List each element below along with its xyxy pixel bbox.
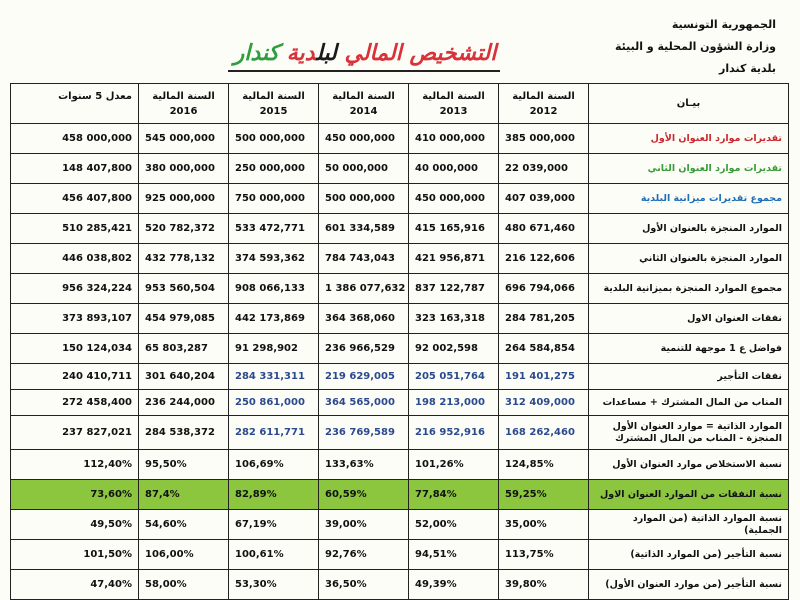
table-row: [11, 480, 789, 510]
value-cell: 106,69%: [229, 450, 319, 480]
row-label: نسبة التأجير (من موارد العنوان الأول): [589, 570, 789, 600]
average-cell: 456 407,800: [11, 184, 139, 214]
value-cell: 925 000,000: [139, 184, 229, 214]
row-label: فواضل ع 1 موجهة للتنمية: [589, 334, 789, 364]
average-cell: 148 407,800: [11, 154, 139, 184]
financial-table: [10, 83, 789, 600]
year-prefix: السنة المالية: [332, 90, 395, 102]
value-cell: 480 671,460: [499, 214, 589, 244]
value-cell: 39,80%: [499, 570, 589, 600]
value-cell: 696 794,066: [499, 274, 589, 304]
value-cell: 35,00%: [499, 510, 589, 540]
row-label: تقديرات موارد العنوان الأول: [589, 124, 789, 154]
average-cell: 237 827,021: [11, 416, 139, 450]
value-cell: 301 640,204: [139, 364, 229, 390]
row-label: نسبة التأجير (من الموارد الذاتية): [589, 540, 789, 570]
row-label: الموارد المنجزة بالعنوان الأول: [589, 214, 789, 244]
title-part-1: التشخيص المالي: [344, 40, 497, 66]
value-cell: 87,4%: [139, 480, 229, 510]
value-cell: 415 165,916: [409, 214, 499, 244]
value-cell: 421 956,871: [409, 244, 499, 274]
value-cell: 101,26%: [409, 450, 499, 480]
value-cell: 58,00%: [139, 570, 229, 600]
value-cell: 364 368,060: [319, 304, 409, 334]
year-prefix: السنة المالية: [422, 90, 485, 102]
value-cell: 133,63%: [319, 450, 409, 480]
value-cell: 323 163,318: [409, 304, 499, 334]
value-cell: 380 000,000: [139, 154, 229, 184]
value-cell: 106,00%: [139, 540, 229, 570]
value-cell: 1 386 077,632: [319, 274, 409, 304]
table-row: [11, 570, 789, 600]
row-label: نسبة الموارد الذاتية (من الموارد الجملية): [589, 510, 789, 540]
header-year-2015: [229, 84, 319, 124]
value-cell: 91 298,902: [229, 334, 319, 364]
value-cell: 520 782,372: [139, 214, 229, 244]
value-cell: 67,19%: [229, 510, 319, 540]
table-row: [11, 184, 789, 214]
value-cell: 59,25%: [499, 480, 589, 510]
table-row: [11, 304, 789, 334]
value-cell: 250 861,000: [229, 390, 319, 416]
year-value: 2012: [529, 105, 558, 117]
page-title: [225, 40, 505, 66]
value-cell: 39,00%: [319, 510, 409, 540]
table-row: [11, 274, 789, 304]
average-cell: 47,40%: [11, 570, 139, 600]
average-cell: 458 000,000: [11, 124, 139, 154]
value-cell: 50 000,000: [319, 154, 409, 184]
value-cell: 601 334,589: [319, 214, 409, 244]
value-cell: 374 593,362: [229, 244, 319, 274]
value-cell: 236 769,589: [319, 416, 409, 450]
country-name: الجمهورية التونسية: [671, 18, 776, 31]
average-cell: 373 893,107: [11, 304, 139, 334]
organization-header: [615, 14, 776, 80]
year-prefix: السنة المالية: [242, 90, 305, 102]
value-cell: 837 122,787: [409, 274, 499, 304]
value-cell: 385 000,000: [499, 124, 589, 154]
row-label: نسبة الاستخلاص موارد العنوان الأول: [589, 450, 789, 480]
average-cell: 150 124,034: [11, 334, 139, 364]
value-cell: 545 000,000: [139, 124, 229, 154]
value-cell: 908 066,133: [229, 274, 319, 304]
year-value: 2014: [349, 105, 378, 117]
value-cell: 198 213,000: [409, 390, 499, 416]
value-cell: 65 803,287: [139, 334, 229, 364]
row-label: الموارد الذاتية = موارد العنوان الأول المنجزة - المناب من المال المشترك: [589, 416, 789, 450]
value-cell: 168 262,460: [499, 416, 589, 450]
title-part-3: دية: [286, 40, 317, 66]
value-cell: 500 000,000: [229, 124, 319, 154]
value-cell: 284 781,205: [499, 304, 589, 334]
value-cell: 191 401,275: [499, 364, 589, 390]
table-header-row: [11, 84, 789, 124]
header-year-2016: [139, 84, 229, 124]
value-cell: 77,84%: [409, 480, 499, 510]
average-cell: 272 458,400: [11, 390, 139, 416]
value-cell: 236 244,000: [139, 390, 229, 416]
row-label: نسبة النفقات من الموارد العنوان الاول: [589, 480, 789, 510]
value-cell: 533 472,771: [229, 214, 319, 244]
value-cell: 53,30%: [229, 570, 319, 600]
average-cell: 49,50%: [11, 510, 139, 540]
table-row: [11, 334, 789, 364]
row-label: نفقات التأجير: [589, 364, 789, 390]
value-cell: 94,51%: [409, 540, 499, 570]
table-row: [11, 510, 789, 540]
value-cell: 264 584,854: [499, 334, 589, 364]
value-cell: 216 952,916: [409, 416, 499, 450]
year-value: 2013: [439, 105, 468, 117]
table-row: [11, 124, 789, 154]
value-cell: 454 979,085: [139, 304, 229, 334]
municipality-name: بلدية كندار: [719, 62, 776, 75]
value-cell: 60,59%: [319, 480, 409, 510]
table-row: [11, 364, 789, 390]
row-label: تقديرات موارد العنوان الثاني: [589, 154, 789, 184]
average-cell: 956 324,224: [11, 274, 139, 304]
row-label: المناب من المال المشترك + مساعدات: [589, 390, 789, 416]
value-cell: 500 000,000: [319, 184, 409, 214]
value-cell: 49,39%: [409, 570, 499, 600]
header-label-cell: بيـان: [589, 84, 789, 124]
value-cell: 750 000,000: [229, 184, 319, 214]
value-cell: 442 173,869: [229, 304, 319, 334]
header-year-2013: [409, 84, 499, 124]
value-cell: 410 000,000: [409, 124, 499, 154]
average-cell: 112,40%: [11, 450, 139, 480]
value-cell: 407 039,000: [499, 184, 589, 214]
avg-label: معدل 5 سنوات: [58, 90, 132, 102]
title-part-2: لبل: [316, 40, 337, 66]
value-cell: 40 000,000: [409, 154, 499, 184]
header-average: [11, 84, 139, 124]
value-cell: 52,00%: [409, 510, 499, 540]
value-cell: 36,50%: [319, 570, 409, 600]
title-part-4: كندار: [233, 40, 280, 66]
value-cell: 92,76%: [319, 540, 409, 570]
value-cell: 282 611,771: [229, 416, 319, 450]
table-row: [11, 450, 789, 480]
value-cell: 205 051,764: [409, 364, 499, 390]
year-prefix: السنة المالية: [512, 90, 575, 102]
average-cell: 101,50%: [11, 540, 139, 570]
value-cell: 100,61%: [229, 540, 319, 570]
value-cell: 284 331,311: [229, 364, 319, 390]
table-row: [11, 244, 789, 274]
year-value: 2015: [259, 105, 288, 117]
value-cell: 250 000,000: [229, 154, 319, 184]
row-label: الموارد المنجزة بالعنوان الثاني: [589, 244, 789, 274]
value-cell: 236 966,529: [319, 334, 409, 364]
average-cell: 446 038,802: [11, 244, 139, 274]
value-cell: 784 743,043: [319, 244, 409, 274]
year-value: 2016: [169, 105, 198, 117]
row-label: نفقات العنوان الاول: [589, 304, 789, 334]
average-cell: 73,60%: [11, 480, 139, 510]
header-year-2012: [499, 84, 589, 124]
table-row: [11, 540, 789, 570]
year-prefix: السنة المالية: [152, 90, 215, 102]
value-cell: 450 000,000: [409, 184, 499, 214]
value-cell: 92 002,598: [409, 334, 499, 364]
row-label: مجموع الموارد المنجزة بميزانية البلدية: [589, 274, 789, 304]
value-cell: 432 778,132: [139, 244, 229, 274]
average-cell: 510 285,421: [11, 214, 139, 244]
header-year-2014: [319, 84, 409, 124]
value-cell: 450 000,000: [319, 124, 409, 154]
value-cell: 82,89%: [229, 480, 319, 510]
value-cell: 219 629,005: [319, 364, 409, 390]
value-cell: 953 560,504: [139, 274, 229, 304]
value-cell: 124,85%: [499, 450, 589, 480]
value-cell: 216 122,606: [499, 244, 589, 274]
table-row: [11, 214, 789, 244]
value-cell: 113,75%: [499, 540, 589, 570]
value-cell: 54,60%: [139, 510, 229, 540]
table-row: [11, 416, 789, 450]
table-row: [11, 154, 789, 184]
value-cell: 312 409,000: [499, 390, 589, 416]
value-cell: 284 538,372: [139, 416, 229, 450]
ministry-name: وزارة الشؤون المحلية و البيئة: [614, 40, 776, 53]
table-row: [11, 390, 789, 416]
title-underline: [228, 70, 500, 72]
row-label: مجموع تقديرات ميزانية البلدية: [589, 184, 789, 214]
value-cell: 95,50%: [139, 450, 229, 480]
value-cell: 364 565,000: [319, 390, 409, 416]
value-cell: 22 039,000: [499, 154, 589, 184]
average-cell: 240 410,711: [11, 364, 139, 390]
